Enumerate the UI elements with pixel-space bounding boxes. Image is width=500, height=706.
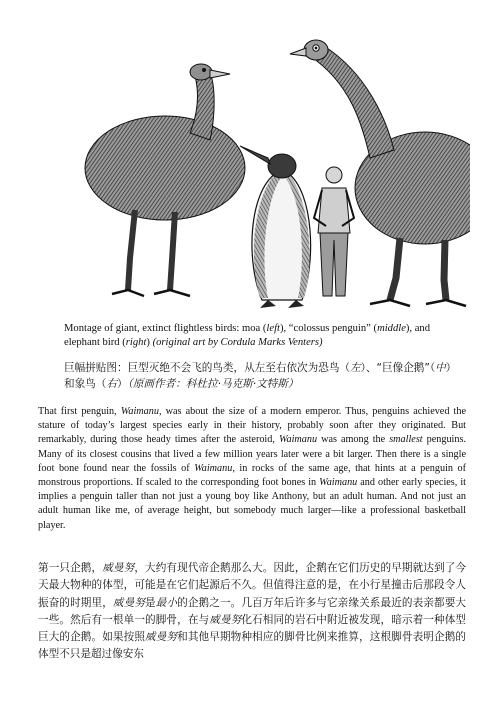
giant-birds-illustration <box>70 28 470 318</box>
elephant-bird-drawing <box>290 40 470 306</box>
body-paragraph-english: That first penguin, Waimanu, was about the size of a modern emperor. Thus, penguins achieved the stature of today’s largest species early in their history, probably soon after they originated. But remarkably, during those heady times after the asteroid, Waimanu was among the smallest penguins. Many of its closest cousins that lived a few million years later were a bit larger. Then there is a single foot bone found near the fossils of Waimanu, in rocks of the same age, that hints at a penguin of monstrous proportions. If scaled to the corresponding foot bones in Waimanu and other early species, it implies a penguin taller than not just a young boy like Anthony, but an adult human. And not just an adult human like me, of average height, but somebody much larger—like a professional basketball player. <box>38 406 467 531</box>
body-paragraph-chinese: 第一只企鹅，威曼努，大约有现代帝企鹅那么大。因此，企鹅在它们历史的早期就达到了今天最大物种的体型，可能是在它们起源后不久。但值得注意的是，在小行星撞击后那段令人振奋的时期里，威曼努是最小的企鹅之一。几百万年后许多与它亲缘关系最近的表亲都要大一些。然后有一根单一的脚骨，在与威曼努化石相同的岩石中附近被发现，暗示着一种体型巨大的企鹅。如果按照威曼努和其他早期物种相应的脚骨比例来推算，这根脚骨表明企鹅的体型不只是超过像安东 <box>38 562 467 661</box>
human-figure-drawing <box>314 167 354 296</box>
penguin-drawing <box>240 146 311 308</box>
moa-drawing <box>85 64 245 296</box>
figure-caption-chinese: 巨幅拼贴图：巨型灭绝不会飞的鸟类，从左至右依次为恐鸟（左）、“巨像企鹅”（中）和象鸟（右）（原画作者：科杜拉·马克斯·文特斯） <box>64 362 452 390</box>
figure-caption-english: Montage of giant, extinct flightless birds: moa (left), “colossus penguin” (middle), and elephant bird (right) (original art by Cordula Marks Venters) <box>64 323 431 348</box>
